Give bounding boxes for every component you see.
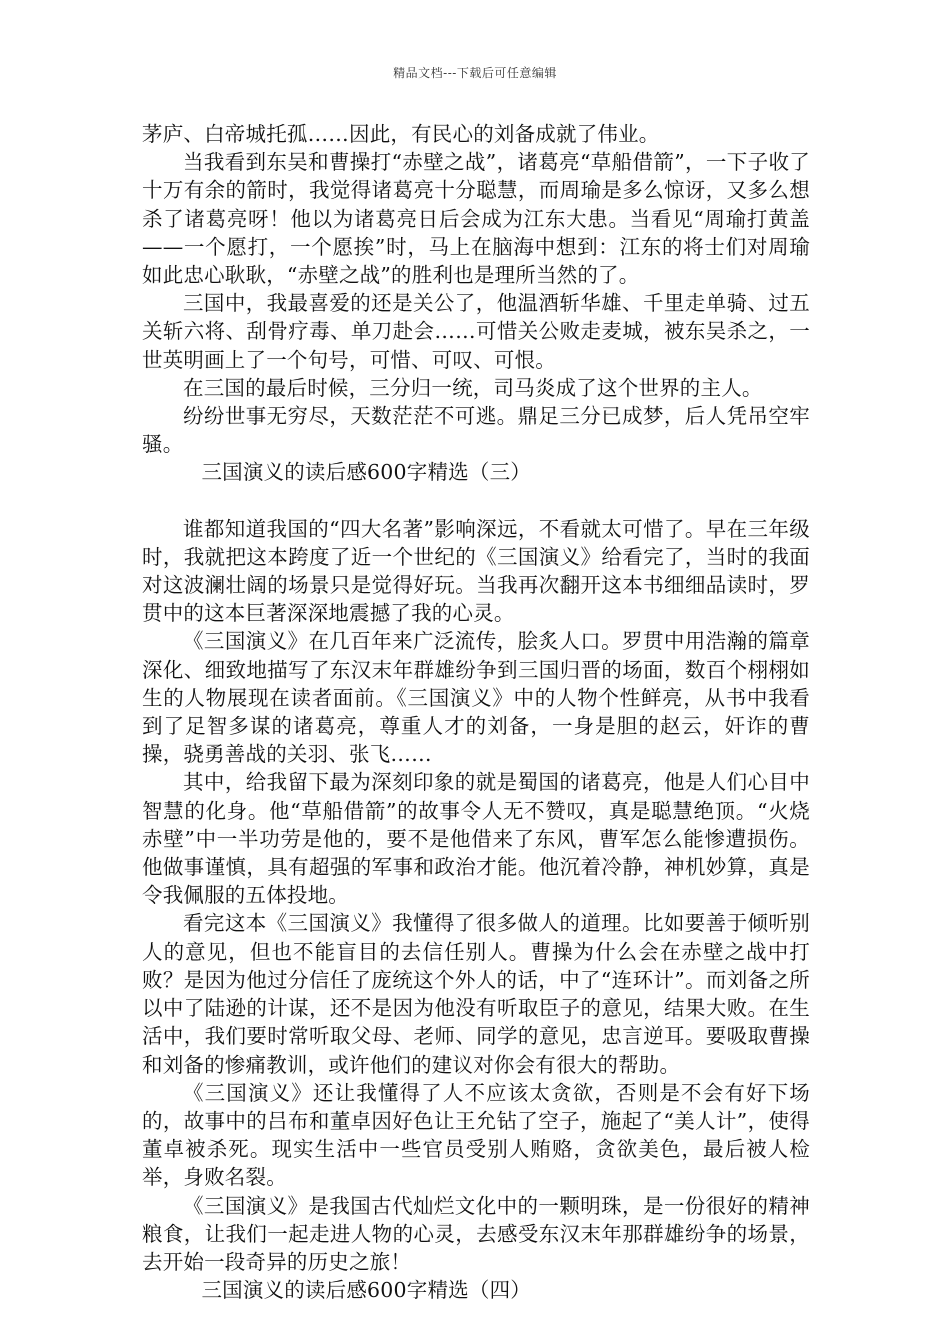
page-header: 精品文档---下载后可任意编辑 [393,66,557,80]
section-heading-4: 三国演义的读后感600字精选（四） [201,1278,531,1303]
paragraph-continued: 茅庐、白帝城托孤……因此，有民心的刘备成就了伟业。 [142,122,660,146]
paragraph: 当我看到东吴和曹操打“赤壁之战”，诸葛亮“草船借箭”，一下子收了十万有余的箭时，我觉得诸葛亮十分聪慧，而周瑜是多么惊讶，又多么想杀了诸葛亮呀！他以为诸葛亮日后会成为江东大患。当看见“周瑜打黄盖——一个愿打，一个愿挨”时，马上在脑海中想到：江东的将士们对周瑜如此忠心耿耿，“赤壁之战”的胜利也是理所当然的了。 [142,150,810,288]
paragraph: 《三国演义》在几百年来广泛流传，脍炙人口。罗贯中用浩瀚的篇章深化、细致地描写了东汉末年群雄纷争到三国归晋的场面，数百个栩栩如生的人物展现在读者面前。《三国演义》中的人物个性鲜亮，从书中我看到了足智多谋的诸葛亮，尊重人才的刘备，一身是胆的赵云，奸诈的曹操，骁勇善战的关羽、张飞…… [142,629,810,767]
paragraph: 《三国演义》是我国古代灿烂文化中的一颗明珠，是一份很好的精神粮食，让我们一起走进人物的心灵，去感受东汉末年那群雄纷争的场景，去开始一段奇异的历史之旅！ [142,1193,810,1274]
paragraph: 看完这本《三国演义》我懂得了很多做人的道理。比如要善于倾听别人的意见，但也不能盲目的去信任别人。曹操为什么会在赤壁之战中打败？是因为他过分信任了庞统这个外人的话，中了“连环计”。而刘备之所以中了陆逊的计谋，还不是因为他没有听取臣子的意见，结果大败。在生活中，我们要时常听取父母、老师、同学的意见，忠言逆耳。要吸取曹操和刘备的惨痛教训，或许他们的建议对你会有很大的帮助。 [142,911,810,1077]
section-heading-3: 三国演义的读后感600字精选（三） [201,460,531,485]
paragraph: 在三国的最后时候，三分归一统，司马炎成了这个世界的主人。 [183,375,763,400]
paragraph: 三国中，我最喜爱的还是关公了，他温酒斩华雄、千里走单骑、过五关斩六将、刮骨疗毒、单刀赴会……可惜关公败走麦城，被东吴杀之，一世英明画上了一个句号，可惜、可叹、可恨。 [142,291,810,372]
paragraph: 其中，给我留下最为深刻印象的就是蜀国的诸葛亮，他是人们心目中智慧的化身。他“草船借箭”的故事令人无不赞叹，真是聪慧绝顶。“火烧赤壁”中一半功劳是他的，要不是他借来了东风，曹军怎么能惨遭损伤。他做事谨慎，具有超强的军事和政治才能。他沉着冷静，神机妙算，真是令我佩服的五体投地。 [142,770,810,908]
paragraph: 纷纷世事无穷尽，天数茫茫不可逃。鼎足三分已成梦，后人凭吊空牢骚。 [142,404,810,457]
paragraph: 谁都知道我国的“四大名著”影响深远，不看就太可惜了。早在三年级时，我就把这本跨度了近一个世纪的《三国演义》给看完了，当时的我面对这波澜壮阔的场景只是觉得好玩。当我再次翻开这本书细细品读时，罗贯中的这本巨著深深地震撼了我的心灵。 [142,516,810,626]
document-body [142,120,810,1304]
paragraph: 《三国演义》还让我懂得了人不应该太贪欲，否则是不会有好下场的，故事中的吕布和董卓因好色让王允钻了空子，施起了“美人计”，使得董卓被杀死。现实生活中一些官员受别人贿赂，贪欲美色，最后被人检举，身败名裂。 [142,1080,810,1190]
blank-line [142,487,810,515]
